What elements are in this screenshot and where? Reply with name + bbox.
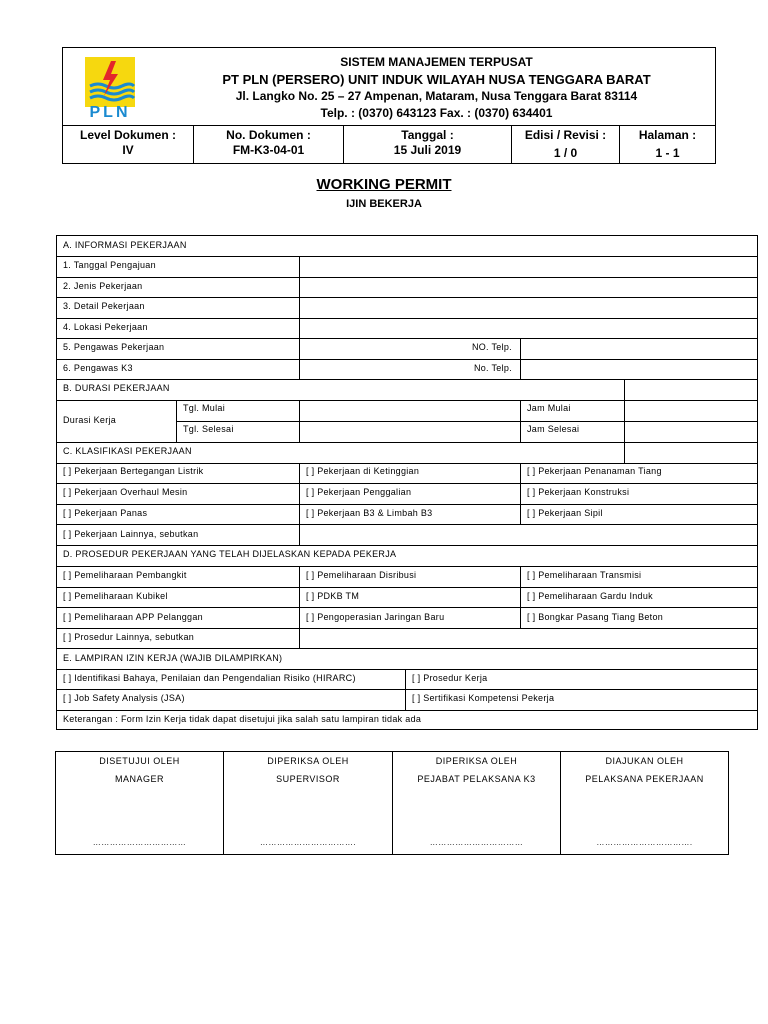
page-label: Halaman : <box>638 128 697 142</box>
checkbox-konstruksi[interactable]: [ ] Pekerjaan Konstruksi <box>527 487 630 497</box>
signature-pelaksana-heading: DIAJUKAN OLEH <box>605 756 684 766</box>
header-top <box>63 48 715 126</box>
label-jenis-pekerjaan: 2. Jenis Pekerjaan <box>63 281 143 291</box>
label-jam-mulai: Jam Mulai <box>527 403 571 413</box>
section-d-header <box>57 546 757 567</box>
field-jam-selesai[interactable] <box>625 422 757 442</box>
field-tanggal-pengajuan[interactable] <box>300 257 757 277</box>
form-subtitle: IJIN BEKERJA <box>346 198 422 210</box>
company-address: Jl. Langko No. 25 – 27 Ampenan, Mataram, Nusa Tenggara Barat 83114 <box>235 89 638 103</box>
row-d3 <box>57 608 757 629</box>
date-label: Tanggal : <box>401 128 454 142</box>
row-d1 <box>57 567 757 588</box>
row-e2 <box>57 690 757 711</box>
label-lokasi-pekerjaan: 4. Lokasi Pekerjaan <box>63 322 148 332</box>
label-tgl-mulai: Tgl. Mulai <box>183 403 226 413</box>
label-k3-telp: No. Telp. <box>473 363 512 373</box>
checkbox-ketinggian[interactable]: [ ] Pekerjaan di Ketinggian <box>306 466 420 476</box>
signature-supervisor-heading: DIPERIKSA OLEH <box>267 756 349 766</box>
field-pengawas-telp[interactable] <box>521 339 757 359</box>
row-c4 <box>57 525 757 546</box>
row-a6 <box>57 360 757 380</box>
checkbox-bertegangan-listrik[interactable]: [ ] Pekerjaan Bertegangan Listrik <box>63 466 204 476</box>
section-d-title: D. PROSEDUR PEKERJAAN YANG TELAH DIJELASKAN KEPADA PEKERJA <box>63 549 397 559</box>
edition-value: 1 / 0 <box>553 146 578 160</box>
checkbox-prosedur-lainnya[interactable]: [ ] Prosedur Lainnya, sebutkan <box>63 632 195 642</box>
field-pengawas-pekerjaan[interactable] <box>300 339 521 359</box>
section-e-header <box>57 649 757 670</box>
row-c3 <box>57 505 757 525</box>
checkbox-penanaman-tiang[interactable]: [ ] Pekerjaan Penanaman Tiang <box>527 466 662 476</box>
row-c2 <box>57 484 757 505</box>
field-jam-mulai[interactable] <box>625 401 757 422</box>
signature-k3[interactable] <box>393 752 561 854</box>
header-company-info <box>158 48 715 125</box>
row-e1 <box>57 670 757 690</box>
section-e-title: E. LAMPIRAN IZIN KERJA (WAJIB DILAMPIRKAN) <box>63 653 283 663</box>
label-pengawas-pekerjaan: 5. Pengawas Pekerjaan <box>63 342 165 352</box>
checkbox-transmisi[interactable]: [ ] Pemeliharaan Transmisi <box>527 570 642 580</box>
header-meta <box>63 126 715 163</box>
signature-supervisor-role: SUPERVISOR <box>276 774 340 784</box>
checkbox-penggalian[interactable]: [ ] Pekerjaan Penggalian <box>306 487 412 497</box>
logo-cell <box>63 48 158 125</box>
date-value: 15 Juli 2019 <box>393 143 462 157</box>
checkbox-distribusi[interactable]: [ ] Pemeliharaan Disribusi <box>306 570 417 580</box>
row-a1 <box>57 257 757 278</box>
form-title: WORKING PERMIT <box>316 176 452 193</box>
checkbox-pembangkit[interactable]: [ ] Pemeliharaan Pembangkit <box>63 570 187 580</box>
field-detail-pekerjaan[interactable] <box>300 298 757 318</box>
label-durasi-kerja: Durasi Kerja <box>63 415 117 425</box>
row-a2 <box>57 278 757 298</box>
checkbox-panas[interactable]: [ ] Pekerjaan Panas <box>63 508 148 518</box>
checkbox-overhaul-mesin[interactable]: [ ] Pekerjaan Overhaul Mesin <box>63 487 188 497</box>
document-header <box>62 47 716 164</box>
checkbox-tiang-beton[interactable]: [ ] Bongkar Pasang Tiang Beton <box>527 612 664 622</box>
label-tanggal-pengajuan: 1. Tanggal Pengajuan <box>63 260 156 270</box>
level-value: IV <box>122 143 134 157</box>
logo-text: PLN <box>89 104 131 121</box>
checkbox-prosedur-kerja[interactable]: [ ] Prosedur Kerja <box>412 673 488 683</box>
doc-no-label: No. Dokumen : <box>226 128 311 142</box>
checkbox-jaringan-baru[interactable]: [ ] Pengoperasian Jaringan Baru <box>306 612 445 622</box>
label-detail-pekerjaan: 3. Detail Pekerjaan <box>63 301 145 311</box>
signature-manager[interactable] <box>56 752 224 854</box>
note-text: Keterangan : Form Izin Kerja tidak dapat disetujui jika salah satu lampiran tidak ada <box>63 714 422 724</box>
signature-manager-line: …………………………… <box>92 838 187 847</box>
edition-cell <box>512 126 620 163</box>
field-tgl-mulai[interactable] <box>300 401 520 422</box>
checkbox-jsa[interactable]: [ ] Job Safety Analysis (JSA) <box>63 693 185 703</box>
date-cell <box>344 126 512 163</box>
label-pengawas-telp: NO. Telp. <box>471 342 512 352</box>
page-value: 1 - 1 <box>655 146 680 160</box>
section-b-title: B. DURASI PEKERJAAN <box>63 383 170 393</box>
signature-supervisor[interactable] <box>224 752 393 854</box>
field-k3-telp[interactable] <box>521 360 757 379</box>
row-d4 <box>57 629 757 649</box>
signature-pelaksana-role: PELAKSANA PEKERJAAN <box>585 774 704 784</box>
signature-k3-role: PEJABAT PELAKSANA K3 <box>417 774 536 784</box>
doc-no-value: FM-K3-04-01 <box>232 143 305 157</box>
checkbox-b3-limbah[interactable]: [ ] Pekerjaan B3 & Limbah B3 <box>306 508 433 518</box>
checkbox-app-pelanggan[interactable]: [ ] Pemeliharaan APP Pelanggan <box>63 612 203 622</box>
page-cell <box>620 126 715 163</box>
checkbox-sertifikasi[interactable]: [ ] Sertifikasi Kompetensi Pekerja <box>412 693 555 703</box>
field-jenis-pekerjaan[interactable] <box>300 278 757 297</box>
checkbox-pdkb-tm[interactable]: [ ] PDKB TM <box>306 591 360 601</box>
checkbox-sipil[interactable]: [ ] Pekerjaan Sipil <box>527 508 603 518</box>
edition-label: Edisi / Revisi : <box>524 128 607 142</box>
signature-pelaksana-line: ……………………………. <box>596 838 693 847</box>
row-a4 <box>57 319 757 339</box>
label-pengawas-k3: 6. Pengawas K3 <box>63 363 133 373</box>
doc-no-cell <box>194 126 344 163</box>
section-b-header <box>57 380 757 401</box>
label-tgl-selesai: Tgl. Selesai <box>183 424 234 434</box>
field-prosedur-lainnya[interactable] <box>300 629 757 648</box>
row-d2 <box>57 588 757 608</box>
row-c1 <box>57 464 757 484</box>
company-name: PT PLN (PERSERO) UNIT INDUK WILAYAH NUSA TENGGARA BARAT <box>222 72 651 87</box>
signature-table <box>55 751 729 855</box>
checkbox-gardu-induk[interactable]: [ ] Pemeliharaan Gardu Induk <box>527 591 653 601</box>
pln-logo-icon <box>84 56 136 108</box>
level-cell <box>63 126 194 163</box>
checkbox-kubikel[interactable]: [ ] Pemeliharaan Kubikel <box>63 591 168 601</box>
company-phone: Telp. : (0370) 643123 Fax. : (0370) 634401 <box>320 106 553 120</box>
row-a5 <box>57 339 757 360</box>
field-tgl-selesai[interactable] <box>300 422 520 442</box>
section-a-header <box>57 236 757 257</box>
system-name: SISTEM MANAJEMEN TERPUSAT <box>340 55 533 69</box>
checkbox-hirarc[interactable]: [ ] Identifikasi Bahaya, Penilaian dan Pengendalian Risiko (HIRARC) <box>63 673 356 683</box>
row-a3 <box>57 298 757 319</box>
section-a-title: A. INFORMASI PEKERJAAN <box>63 240 187 250</box>
section-c-header <box>57 443 757 464</box>
signature-k3-heading: DIPERIKSA OLEH <box>435 756 518 766</box>
row-durasi <box>57 401 757 443</box>
signature-manager-role: MANAGER <box>114 774 164 784</box>
level-label: Level Dokumen : <box>79 128 177 142</box>
field-pekerjaan-lainnya[interactable] <box>300 525 757 545</box>
label-jam-selesai: Jam Selesai <box>527 424 580 434</box>
signature-pelaksana[interactable] <box>561 752 728 854</box>
permit-form <box>56 235 758 730</box>
signature-supervisor-line: ……………………………. <box>259 838 357 847</box>
signature-manager-heading: DISETUJUI OLEH <box>99 756 180 766</box>
signature-k3-line: …………………………… <box>429 838 524 847</box>
checkbox-pekerjaan-lainnya[interactable]: [ ] Pekerjaan Lainnya, sebutkan <box>63 529 199 539</box>
section-c-title: C. KLASIFIKASI PEKERJAAN <box>63 446 192 456</box>
field-lokasi-pekerjaan[interactable] <box>300 319 757 338</box>
field-pengawas-k3[interactable] <box>300 360 521 379</box>
row-note <box>57 711 757 729</box>
